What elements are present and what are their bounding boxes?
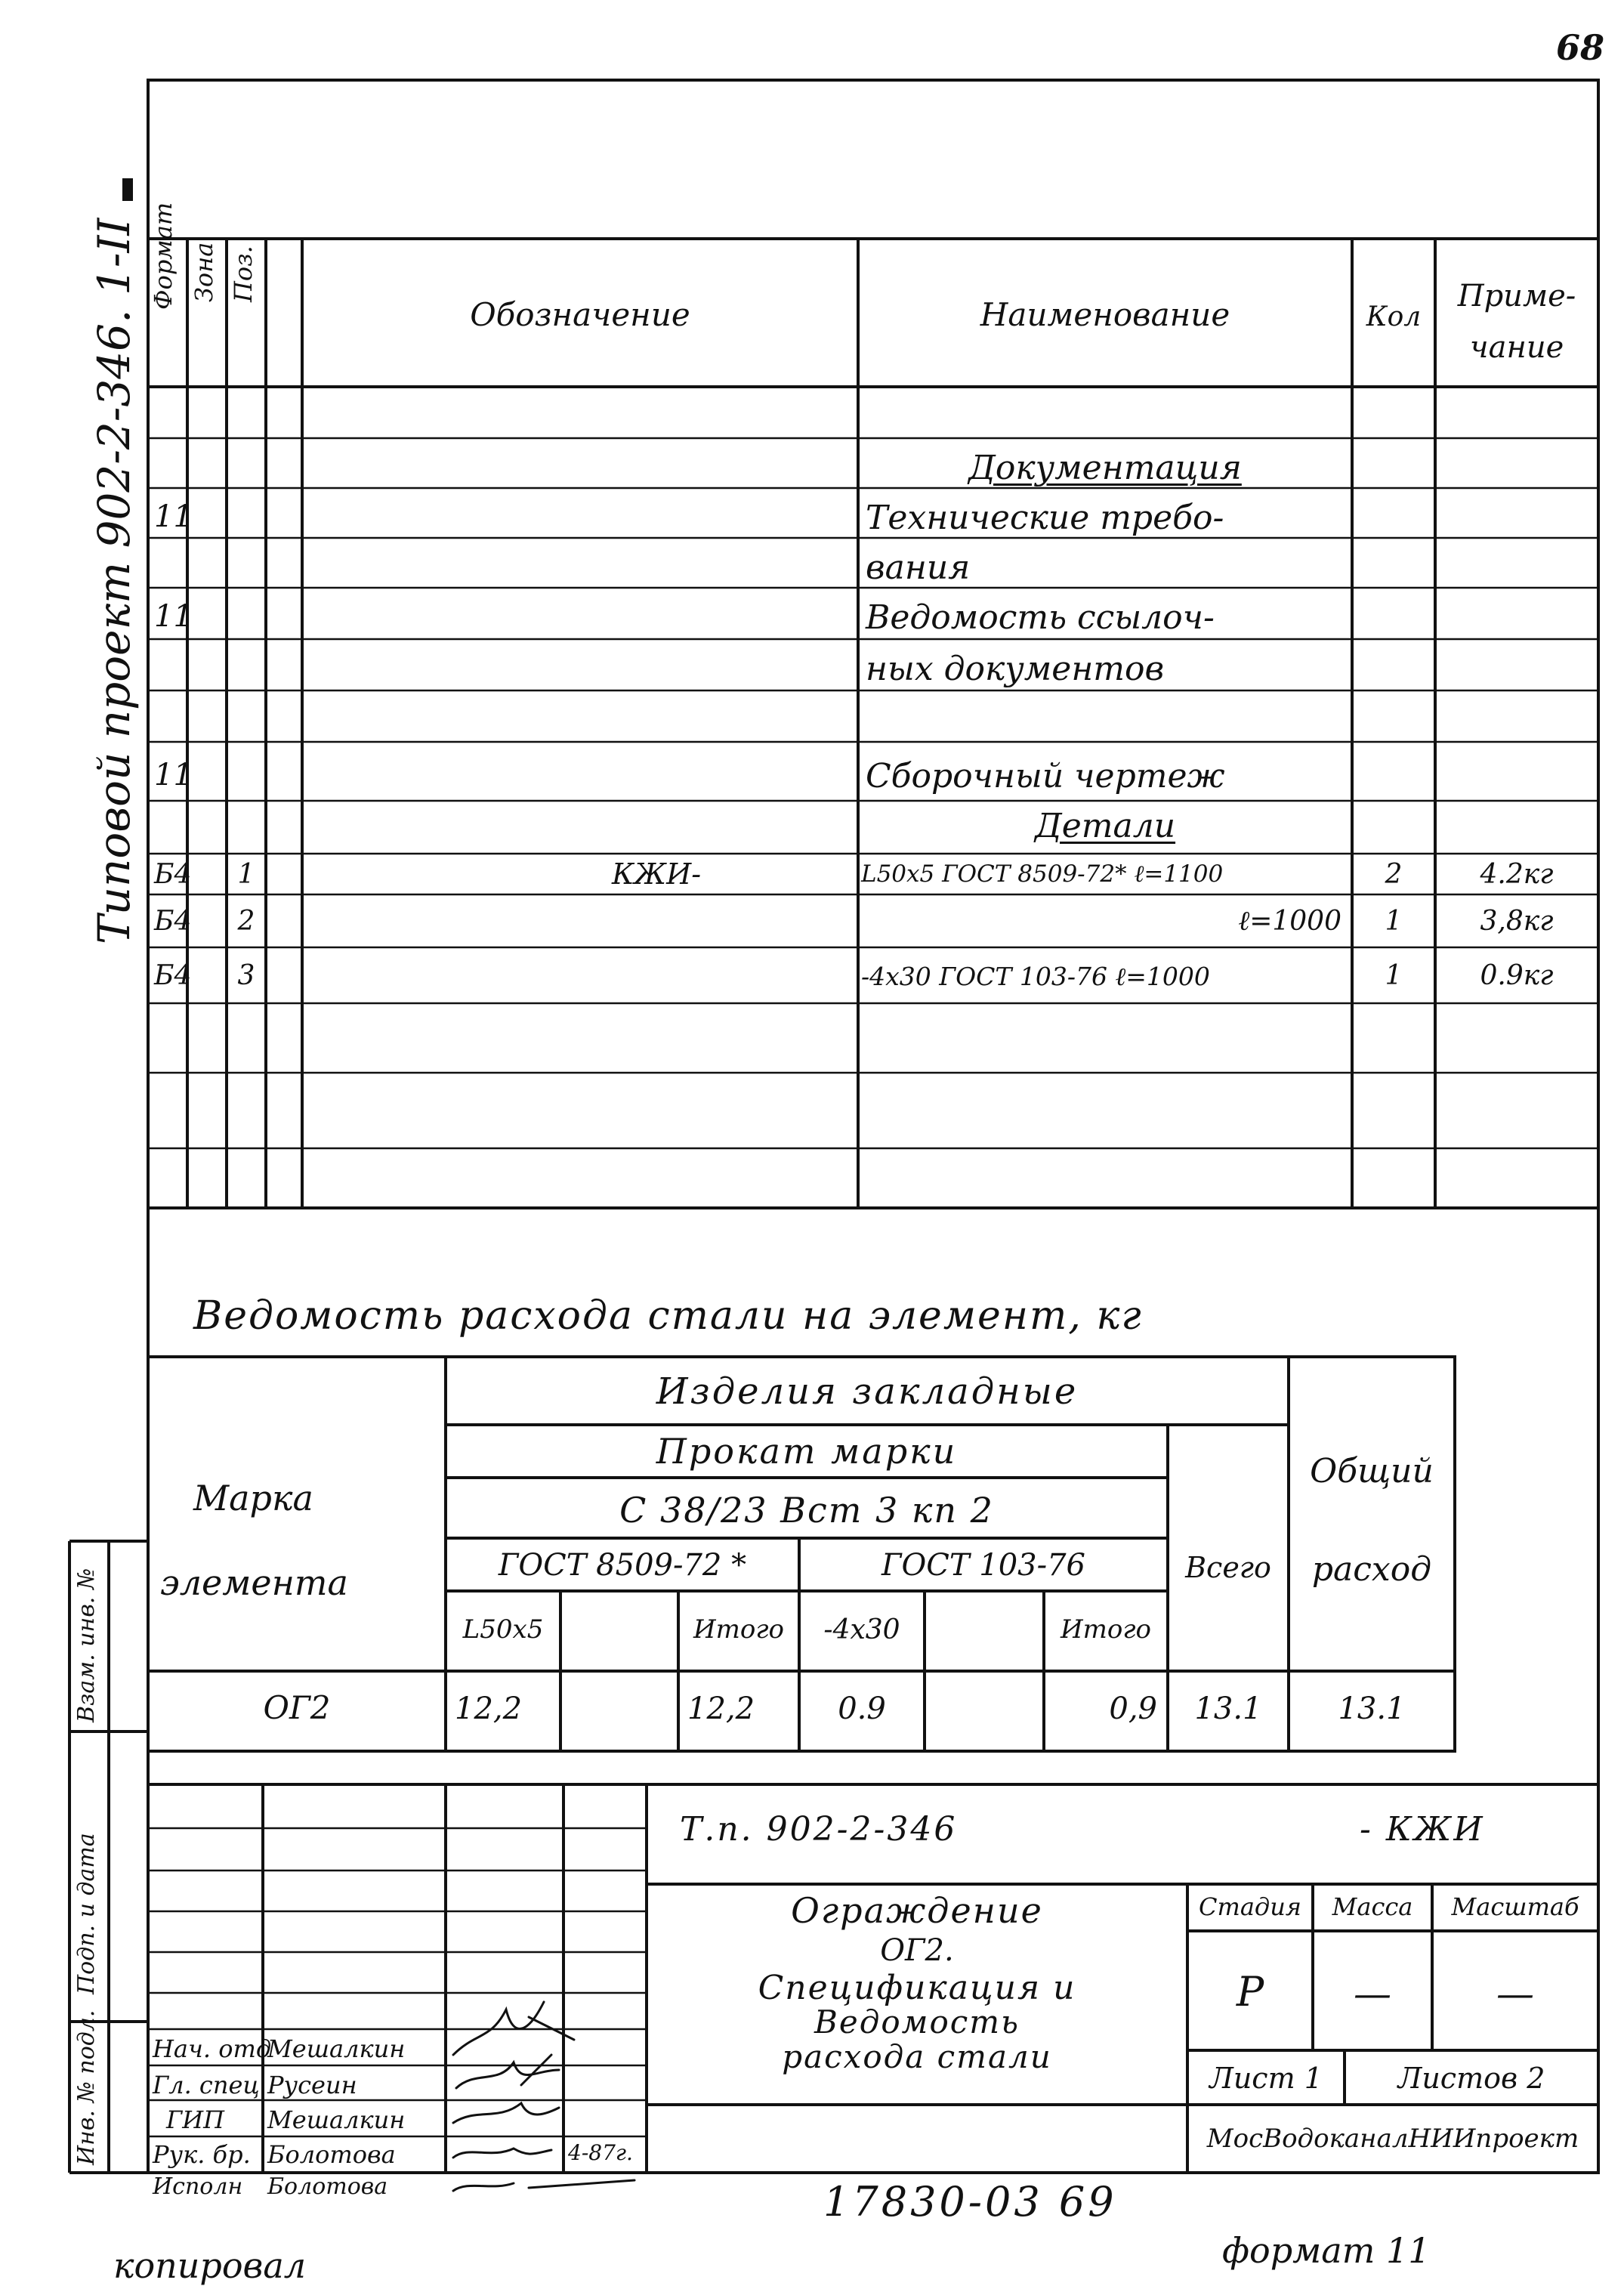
spec-row-position: 3 [237, 960, 255, 991]
scale-label: Масштаб [1451, 1892, 1579, 1921]
signature [456, 2055, 559, 2088]
steel-row-value: 12,2 [455, 1691, 523, 1726]
spec-row-position: 2 [237, 906, 255, 937]
document-title-line: расхода стали [782, 2038, 1052, 2075]
spec-row-qty: 1 [1385, 960, 1403, 991]
signer-name: Мешалкин [267, 2105, 406, 2134]
document-title-line: ОГ2. [880, 1933, 954, 1968]
steel-header-general-1: Общий [1310, 1452, 1434, 1491]
mass-label: Масса [1332, 1892, 1413, 1921]
spec-row-format: 11 [154, 499, 193, 534]
spec-row-qty: 2 [1385, 859, 1403, 890]
spec-row-format: Б4 [154, 960, 192, 991]
header-name: Наименование [980, 296, 1230, 333]
steel-sub-header: Итого [693, 1614, 784, 1645]
steel-header-mark-1: Марка [193, 1478, 313, 1518]
signer-name: Мешалкин [267, 2034, 406, 2063]
side-title: Типовой проект 902-2-346. 1-II [88, 218, 140, 944]
spec-row-name: -4x30 ГОСТ 103-76 ℓ=1000 [861, 962, 1210, 991]
steel-table-title: Ведомость расхода стали на элемент, кг [193, 1293, 1143, 1339]
bottom-format: формат 11 [1222, 2230, 1431, 2271]
stage-label: Стадия [1199, 1892, 1301, 1921]
steel-row-general: 13.1 [1338, 1691, 1406, 1726]
header-position: Поз. [229, 246, 258, 302]
stamp-replacement-inventory: Взам. инв. № [73, 1568, 100, 1722]
spec-row-name: вания [866, 548, 971, 587]
header-format: Формат [149, 202, 178, 310]
spec-row-note: 3,8кг [1480, 906, 1554, 937]
signer-role: Нач. отд [153, 2034, 272, 2063]
stage-value: Р [1236, 1968, 1264, 2016]
steel-sub-header: -4x30 [823, 1614, 900, 1645]
spec-row-name: Документация [968, 449, 1242, 487]
spec-row-name: L50x5 ГОСТ 8509-72* ℓ=1100 [861, 860, 1224, 888]
steel-row-value: 0.9 [838, 1691, 886, 1726]
spec-row-format: 11 [154, 758, 193, 792]
steel-row-mark: ОГ2 [263, 1689, 331, 1726]
steel-row-value: 0,9 [1109, 1691, 1157, 1726]
spec-row-format: Б4 [154, 859, 192, 890]
spec-row-format: Б4 [154, 906, 192, 937]
signer-role: Рук. бр. [153, 2140, 251, 2169]
signature [453, 2180, 634, 2191]
spec-row-note: 4.2кг [1480, 859, 1554, 890]
steel-sub-header: L50x5 [462, 1614, 544, 1645]
steel-row-value: 12,2 [687, 1691, 755, 1726]
page-number: 68 [1556, 27, 1605, 68]
signer-role: Гл. спец [153, 2071, 260, 2099]
stamp-inventory-number: Инв. № подл. [73, 2010, 100, 2165]
document-title-line: Ограждение [791, 1890, 1043, 1931]
organization-name: МосВодоканалНИИпроект [1206, 2124, 1579, 2154]
signature [453, 2002, 574, 2055]
sheet-count: Листов 2 [1397, 2062, 1545, 2095]
signer-role: Исполн [153, 2173, 243, 2200]
document-code-suffix: - КЖИ [1360, 1810, 1485, 1849]
steel-header-mark-2: элемента [160, 1562, 348, 1603]
header-zone: Зона [190, 242, 218, 302]
steel-header-general-2: расход [1311, 1550, 1432, 1589]
sheet-number: Лист 1 [1209, 2062, 1323, 2095]
scale-value: — [1496, 1972, 1534, 2016]
spec-row-qty: 1 [1385, 906, 1403, 937]
signer-role: ГИП [166, 2105, 224, 2134]
steel-header-items: Изделия закладные [656, 1370, 1079, 1413]
spec-row-name: Сборочный чертеж [866, 757, 1225, 795]
spec-row-name: Технические требо- [866, 499, 1224, 537]
spec-row-name: Ведомость ссылоч- [866, 598, 1215, 637]
spec-row-note: 0.9кг [1480, 960, 1554, 991]
bottom-copied-by: копировал [113, 2245, 307, 2286]
signer-name: Болотова [267, 2173, 388, 2200]
spec-row-position: 1 [237, 859, 255, 890]
signature [453, 2149, 551, 2158]
spec-row-format: 11 [154, 599, 193, 634]
header-note-line2: чание [1469, 330, 1564, 365]
signer-name: Русеин [267, 2071, 357, 2099]
signature [453, 2103, 559, 2123]
steel-header-total: Всего [1185, 1551, 1271, 1584]
steel-header-gost-2: ГОСТ 103-76 [881, 1548, 1086, 1583]
steel-row-total: 13.1 [1194, 1691, 1262, 1726]
document-title-line: Спецификация и [758, 1969, 1076, 2007]
spec-row-name: Детали [1034, 807, 1176, 845]
document-code: Т.п. 902-2-346 [680, 1810, 958, 1849]
steel-header-grade: С 38/23 Вст 3 кп 2 [619, 1490, 994, 1531]
steel-header-gost-1: ГОСТ 8509-72 * [498, 1548, 747, 1583]
document-title-line: Ведомость [814, 2003, 1020, 2040]
signer-name: Болотова [267, 2140, 396, 2169]
signer-date: 4-87г. [568, 2140, 633, 2165]
header-note-line1: Приме- [1457, 279, 1576, 314]
steel-header-rolled: Прокат марки [656, 1431, 958, 1472]
spec-row-name: ных документов [866, 650, 1165, 688]
stamp-signature-date: Подп. и дата [73, 1833, 100, 1994]
mass-value: — [1354, 1972, 1391, 2016]
header-qty: Кол [1366, 301, 1422, 332]
spec-row-name: ℓ=1000 [1238, 906, 1341, 937]
spec-row-designation: КЖИ- [612, 857, 702, 891]
header-designation: Обозначение [470, 296, 690, 333]
steel-sub-header: Итого [1060, 1614, 1151, 1645]
bottom-document-number: 17830-03 69 [823, 2178, 1117, 2226]
